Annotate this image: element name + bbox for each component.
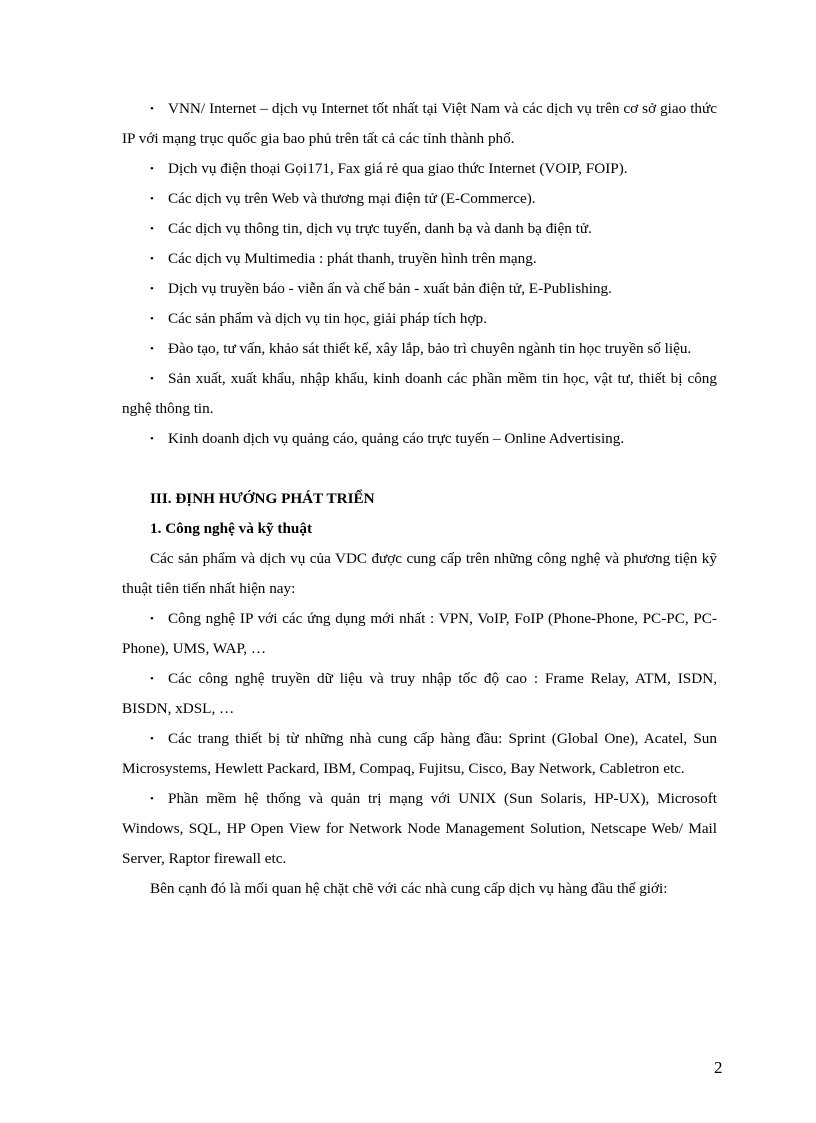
service-text: Đào tạo, tư vấn, khảo sát thiết kế, xây lắp, bảo trì chuyên ngành tin học truyền số liệu. bbox=[168, 340, 692, 357]
service-bullet bbox=[122, 274, 717, 304]
bullet-dot-icon: • bbox=[150, 253, 154, 265]
bullet-dot-icon: • bbox=[150, 373, 154, 385]
bullet-dot-icon: • bbox=[150, 613, 154, 625]
service-text: Dịch vụ điện thoại Gọi171, Fax giá rẻ qua giao thức Internet (VOIP, FOIP). bbox=[168, 160, 628, 177]
technology-text: Phần mềm hệ thống và quản trị mạng với UNIX (Sun Solaris, HP-UX), Microsoft Windows, SQL, HP Open View for Network Node Management Solution, Netscape Web/ Mail Server, Raptor firewall etc. bbox=[122, 790, 717, 867]
service-bullet bbox=[122, 424, 717, 454]
technology-text: Các công nghệ truyền dữ liệu và truy nhập tốc độ cao : Frame Relay, ATM, ISDN, BISDN, xDSL, … bbox=[122, 670, 717, 717]
service-bullet bbox=[122, 244, 717, 274]
technology-bullet bbox=[122, 664, 717, 724]
bullet-dot-icon: • bbox=[150, 313, 154, 325]
service-text: Các dịch vụ Multimedia : phát thanh, truyền hình trên mạng. bbox=[168, 250, 537, 267]
bullet-dot-icon: • bbox=[150, 673, 154, 685]
bullet-dot-icon: • bbox=[150, 103, 154, 115]
technology-bullet bbox=[122, 604, 717, 664]
technology-text: Công nghệ IP với các ứng dụng mới nhất : VPN, VoIP, FoIP (Phone-Phone, PC-PC, PC-Phone), UMS, WAP, … bbox=[122, 610, 717, 657]
technology-bullet bbox=[122, 784, 717, 874]
bullet-dot-icon: • bbox=[150, 223, 154, 235]
bullet-dot-icon: • bbox=[150, 283, 154, 295]
page-number: 2 bbox=[714, 1058, 723, 1077]
service-text: Các dịch vụ trên Web và thương mại điện tử (E-Commerce). bbox=[168, 190, 536, 207]
bullet-dot-icon: • bbox=[150, 793, 154, 805]
service-bullet bbox=[122, 364, 717, 424]
bullet-dot-icon: • bbox=[150, 193, 154, 205]
technology-text: Các trang thiết bị từ những nhà cung cấp hàng đầu: Sprint (Global One), Acatel, Sun Microsystems, Hewlett Packard, IBM, Compaq, Fujitsu, Cisco, Bay Network, Cabletron etc. bbox=[122, 730, 717, 777]
intro-paragraph: Các sản phẩm và dịch vụ của VDC được cung cấp trên những công nghệ và phương tiện kỹ thuật tiên tiến nhất hiện nay: bbox=[122, 550, 717, 597]
subheading: 1. Công nghệ và kỹ thuật bbox=[150, 520, 313, 537]
closing-paragraph: Bên cạnh đó là mối quan hệ chặt chẽ với các nhà cung cấp dịch vụ hàng đầu thế giới: bbox=[150, 880, 668, 897]
section-spacer bbox=[122, 454, 717, 484]
service-bullet bbox=[122, 184, 717, 214]
service-bullet bbox=[122, 214, 717, 244]
service-text: Kinh doanh dịch vụ quảng cáo, quảng cáo trực tuyến – Online Advertising. bbox=[168, 430, 625, 447]
service-bullet bbox=[122, 154, 717, 184]
service-bullet bbox=[122, 334, 717, 364]
technology-bullet bbox=[122, 724, 717, 784]
bullet-dot-icon: • bbox=[150, 343, 154, 355]
service-bullet bbox=[122, 94, 717, 154]
service-text: Các sản phẩm và dịch vụ tin học, giải pháp tích hợp. bbox=[168, 310, 487, 327]
service-text: Sản xuất, xuất khẩu, nhập khẩu, kinh doanh các phần mềm tin học, vật tư, thiết bị công nghệ thông tin. bbox=[122, 370, 717, 417]
service-text: Các dịch vụ thông tin, dịch vụ trực tuyến, danh bạ và danh bạ điện tử. bbox=[168, 220, 592, 237]
page-content bbox=[122, 94, 717, 904]
service-text: VNN/ Internet – dịch vụ Internet tốt nhất tại Việt Nam và các dịch vụ trên cơ sở giao thức IP với mạng trục quốc gia bao phủ trên tất cả các tỉnh thành phố. bbox=[122, 100, 717, 147]
section-heading: III. ĐỊNH HƯỚNG PHÁT TRIỂN bbox=[150, 490, 375, 507]
service-text: Dịch vụ truyền báo - viễn ấn và chế bản - xuất bản điện tử, E-Publishing. bbox=[168, 280, 612, 297]
bullet-dot-icon: • bbox=[150, 433, 154, 445]
service-bullet bbox=[122, 304, 717, 334]
bullet-dot-icon: • bbox=[150, 163, 154, 175]
bullet-dot-icon: • bbox=[150, 733, 154, 745]
